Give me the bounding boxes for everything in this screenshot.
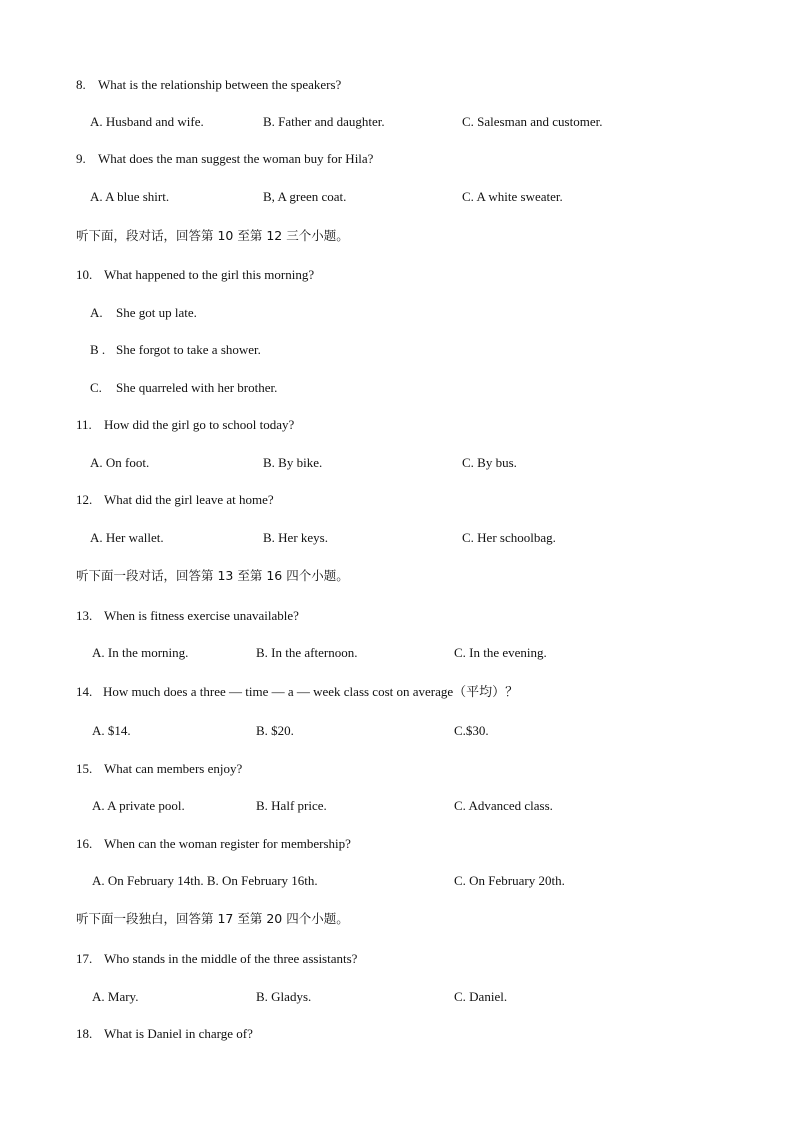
option-13c: C. In the evening. bbox=[454, 645, 547, 660]
option-14c: C.$30. bbox=[454, 723, 489, 738]
section-instruction-2: 听下面一段对话，回答第 13 至第 16 四个小题。 bbox=[76, 568, 349, 583]
option-14a: A. $14. bbox=[92, 723, 131, 738]
option-11a: A. On foot. bbox=[90, 455, 150, 470]
option-10a-text: She got up late. bbox=[116, 305, 197, 320]
option-15a: A. A private pool. bbox=[92, 798, 185, 813]
option-13b: B. In the afternoon. bbox=[256, 645, 358, 660]
question-13: 13. When is fitness exercise unavailable? bbox=[76, 608, 299, 623]
option-10b-text: She forgot to take a shower. bbox=[116, 342, 261, 357]
question-12: 12. What did the girl leave at home? bbox=[76, 492, 274, 507]
question-16: 16. When can the woman register for membership? bbox=[76, 836, 351, 851]
option-9a: A. A blue shirt. bbox=[90, 189, 170, 204]
option-10b-letter: B . bbox=[90, 342, 106, 357]
option-13a: A. In the morning. bbox=[92, 645, 189, 660]
question-17: 17. Who stands in the middle of the three assistants? bbox=[76, 951, 358, 966]
option-10a-letter: A. bbox=[90, 305, 103, 320]
option-16c: C. On February 20th. bbox=[454, 873, 565, 888]
option-17b: B. Gladys. bbox=[256, 989, 312, 1004]
option-9c: C. A white sweater. bbox=[462, 189, 563, 204]
option-17c: C. Daniel. bbox=[454, 989, 508, 1004]
option-15c: C. Advanced class. bbox=[454, 798, 553, 813]
question-18: 18. What is Daniel in charge of? bbox=[76, 1026, 253, 1041]
question-11: 11. How did the girl go to school today? bbox=[76, 417, 295, 432]
question-9: 9. What does the man suggest the woman buy for Hila? bbox=[76, 151, 374, 166]
option-14b: B. $20. bbox=[256, 723, 294, 738]
option-10c-letter: C. bbox=[90, 380, 102, 395]
question-14: 14. How much does a three — time — a — week class cost on average（平均）？ bbox=[76, 684, 519, 699]
option-12b: B. Her keys. bbox=[263, 530, 328, 545]
option-16ab: A. On February 14th. B. On February 16th. bbox=[92, 873, 318, 888]
option-8b: B. Father and daughter. bbox=[263, 114, 385, 129]
option-11c: C. By bus. bbox=[462, 455, 517, 470]
option-9b: B, A green coat. bbox=[263, 189, 347, 204]
option-17a: A. Mary. bbox=[92, 989, 139, 1004]
option-15b: B. Half price. bbox=[256, 798, 327, 813]
question-10: 10. What happened to the girl this morning? bbox=[76, 267, 315, 282]
question-8: 8. What is the relationship between the speakers? bbox=[76, 77, 342, 92]
option-12c: C. Her schoolbag. bbox=[462, 530, 556, 545]
section-instruction-3: 听下面一段独白，回答第 17 至第 20 四个小题。 bbox=[76, 911, 349, 926]
option-10c-text: She quarreled with her brother. bbox=[116, 380, 278, 395]
option-12a: A. Her wallet. bbox=[90, 530, 164, 545]
option-8a: A. Husband and wife. bbox=[90, 114, 204, 129]
question-15: 15. What can members enjoy? bbox=[76, 761, 243, 776]
section-instruction-1: 听下面，段对话，回答第 10 至第 12 三个小题。 bbox=[76, 228, 349, 243]
option-11b: B. By bike. bbox=[263, 455, 323, 470]
option-8c: C. Salesman and customer. bbox=[462, 114, 603, 129]
